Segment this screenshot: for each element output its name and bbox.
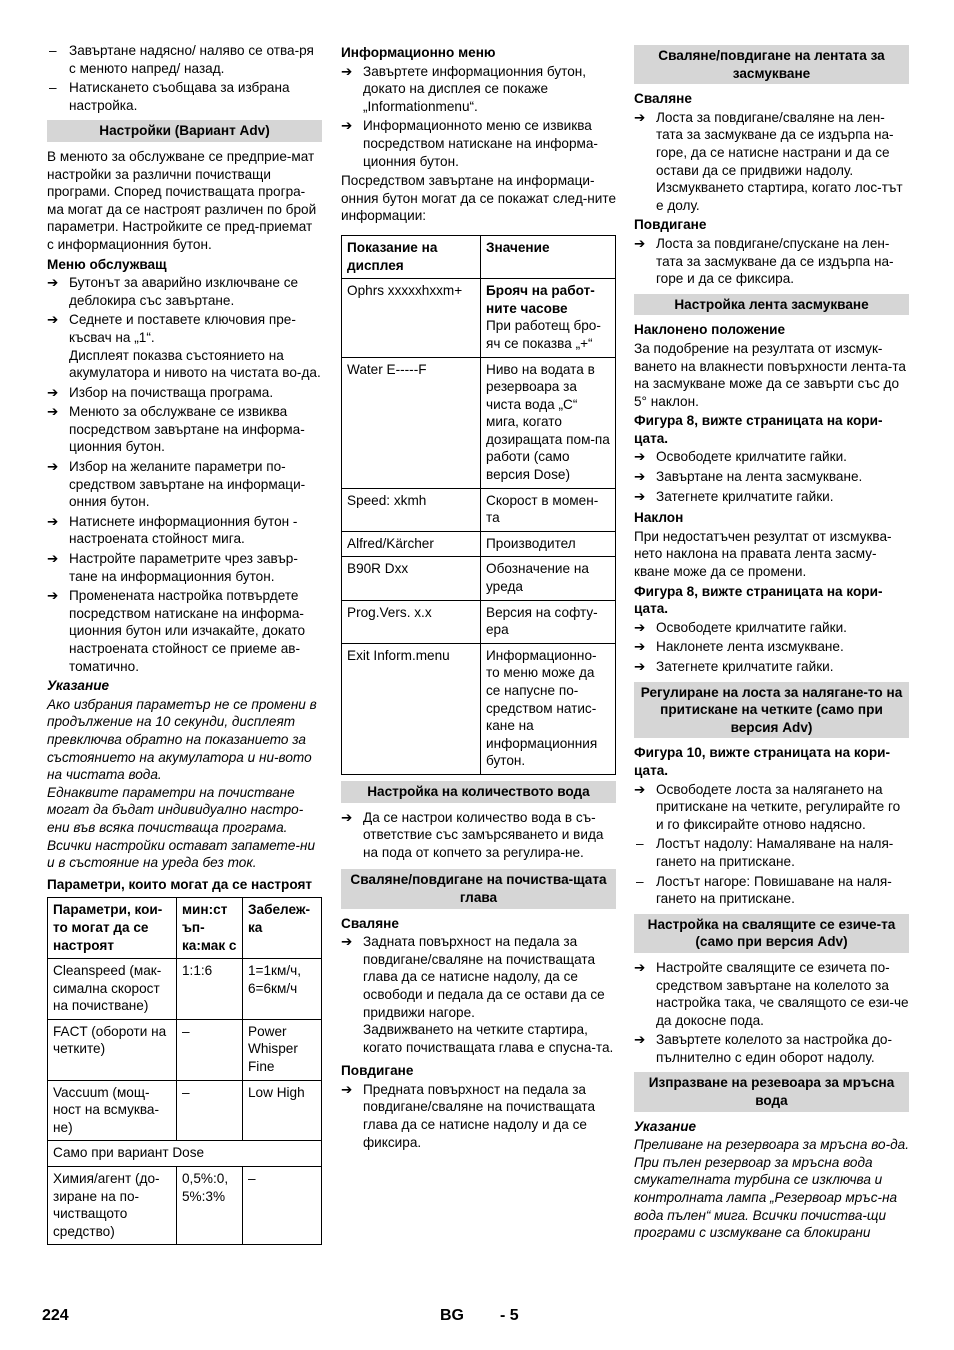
column-right xyxy=(634,42,909,1246)
subheading: Наклон xyxy=(634,510,684,526)
arrow-icon: ➔ xyxy=(47,588,59,604)
column-left xyxy=(47,42,322,1251)
sub-page-number: - 5 xyxy=(500,1307,519,1324)
note-text: Еднаквите параметри на почистване могат да бъдат индивидуално настро-ени във всяка почистваща програма. Всички настройки остават запаметe-ни и в състояние на уреда без ток. xyxy=(47,784,315,871)
list-item: ➔ Затегнете крилчатите гайки. xyxy=(634,488,834,504)
info-table xyxy=(341,235,616,775)
arrow-icon: ➔ xyxy=(341,118,353,134)
list-item: ➔ Информационното меню се извиква посредством натискане на информа-ционния бутон. xyxy=(341,118,598,169)
section-header: Сваляне/повдигане на почиства-щата глава xyxy=(341,869,616,908)
dash-bullet: – xyxy=(49,43,57,58)
list-item: ➔ Избор на желаните параметри по-средством завъртане на информаци-онния бутон. xyxy=(47,459,306,510)
note-heading: Указание xyxy=(47,678,110,694)
table-header: Значение xyxy=(481,235,616,278)
arrow-icon: ➔ xyxy=(634,1032,646,1048)
paragraph: Посредством завъртане на информаци-онния бутон могат да се покажат след-ните информации: xyxy=(341,173,617,224)
table-row xyxy=(342,600,616,643)
table-cell: Vaccuum (мощ-ност на всмуква-не) xyxy=(48,1080,177,1141)
table-header: Забележ-ка xyxy=(243,898,322,959)
figure-reference: Фигура 10, вижте страницата на кори-цата. xyxy=(634,745,891,778)
note-heading: Указание xyxy=(634,1118,697,1134)
table-cell: Производител xyxy=(481,531,616,557)
arrow-icon: ➔ xyxy=(634,488,646,504)
note-text: Ако избрания параметър не се промени в продължение на 10 секунди, дисплеят превключва обратно на показанието за състоянието на акумулатора и ни-вото на чистата вода. xyxy=(47,696,317,783)
section-header: Настройки (Вариант Adv) xyxy=(47,120,322,142)
table-cell: 1:1:6 xyxy=(177,959,243,1020)
list-item: ➔ Лоста за повдигане/спускане на лен-тата за засмукване да се издърпа на-горе и да се фиксира. xyxy=(634,235,894,287)
column-middle xyxy=(341,44,616,1153)
table-cell: Обозначение на уреда xyxy=(481,557,616,600)
table-row xyxy=(48,1080,322,1141)
table-cell: Cleanspeed (мак-симална скорост на почистване) xyxy=(48,959,177,1020)
section-header: Изпразване на резевоара за мръсна вода xyxy=(634,1072,909,1111)
arrow-icon: ➔ xyxy=(341,809,353,825)
table-cell: Alfred/Kärcher xyxy=(342,531,481,557)
arrow-icon: ➔ xyxy=(47,513,59,529)
list-item: ➔ Настройте свалящите се езичета по-средством завъртане на колелото за настройка така, че свалящото се ези-че да докосне пода. xyxy=(634,959,909,1028)
note-text: Преливане на резервоара за мръсна во-да. При пълен резервоар за мръсна вода смукателната турбина се изключва и контролната лампа „Резервоар мръс-на вода пълен“ мига. Всички почиства-щи програми с изсмукване са блокирани xyxy=(634,1137,909,1241)
list-item: – Завъртане надясно/ наляво се отва-ря с менюто напред/ назад. xyxy=(49,43,314,76)
arrow-icon: ➔ xyxy=(634,469,646,485)
subheading: Меню обслужващ xyxy=(47,256,167,272)
table-header-row xyxy=(48,898,322,959)
arrow-icon: ➔ xyxy=(341,63,353,79)
table-cell: 1=1км/ч, 6=6км/ч xyxy=(243,959,322,1020)
table-header: Показание на дисплея xyxy=(342,235,481,278)
list-item: ➔ Избор на почистваща програма. xyxy=(47,384,274,400)
subheading: Параметри, които могат да се настроят xyxy=(47,876,313,892)
table-header-row xyxy=(342,235,616,278)
list-item-continuation: Изсмукването стартира, когато лос-тът е долу. xyxy=(656,180,903,213)
table-cell: Скорост в момен-та xyxy=(481,488,616,531)
subheading: Сваляне xyxy=(341,915,399,931)
table-row xyxy=(48,1167,322,1245)
table-row xyxy=(342,643,616,774)
page-number: 224 xyxy=(42,1307,69,1324)
list-item: ➔ Предната повърхност на педала за повдигане/сваляне на почистващата глава да се натисне надолу и да се фиксира. xyxy=(341,1081,596,1150)
table-cell: Prog.Vers. x.x xyxy=(342,600,481,643)
arrow-icon: ➔ xyxy=(634,639,646,655)
list-item-continuation: Задвижването на четките стартира, когато почистващата глава е спусна-та. xyxy=(363,1022,614,1055)
list-item: ➔ Освободете крилчатите гайки. xyxy=(634,619,847,635)
paragraph: При недостатъчен резултат от изсмуква-нето наклона на правата лента засму-кване може да се промени. xyxy=(634,528,892,580)
list-item: ➔ Натиснете информационния бутон - настроената стойност мига. xyxy=(47,513,298,547)
section-header: Регулиране на лоста за налягане-то на притискане на четките (само при версия Adv) xyxy=(634,682,909,739)
table-cell: Химия/агент (до-зиране на по-чистващото средство) xyxy=(48,1167,177,1245)
paragraph: За подобрение на резултата от изсмук-ването на влакнести повърхности лента-та на засмукване може да се завърти със до 5° наклон. xyxy=(634,340,906,409)
subheading: Сваляне xyxy=(634,91,692,107)
arrow-icon: ➔ xyxy=(634,449,646,465)
dash-bullet: – xyxy=(49,80,57,96)
table-cell: Water E-----F xyxy=(342,357,481,488)
table-cell: Exit Inform.menu xyxy=(342,643,481,774)
list-item: ➔ Завъртане на лента засмукване. xyxy=(634,469,863,485)
table-header: Параметри, кои-то могат да се настроят xyxy=(48,898,177,959)
section-header: Настройка на количеството вода xyxy=(341,781,616,803)
table-cell-span: Само при вариант Dose xyxy=(48,1141,322,1167)
table-cell: B90R Dxx xyxy=(342,557,481,600)
table-row xyxy=(342,488,616,531)
table-cell: 0,5%:0, 5%:3% xyxy=(177,1167,243,1245)
figure-reference: Фигура 8, вижте страницата на кори-цата. xyxy=(634,413,883,446)
section-header: Настройка на свалящите се езиче-та (само при версия Adv) xyxy=(634,914,909,953)
list-item: ➔ Лоста за повдигане/сваляне на лен-тата за засмукване да се издърпа на-горе, да се натисне настрани и да се остави да се придвижи надолу. Изсмукването стартира, когато лос-тът е долу. xyxy=(634,109,909,215)
cell-bold-text: Брояч на работ-ните часове xyxy=(486,283,595,316)
list-item: ➔ Наклонете лента изсмукване. xyxy=(634,639,844,655)
table-row xyxy=(48,1019,322,1080)
list-item: ➔ Освободете лоста за налягането на притискане на четките, регулирайте го и го фиксирайте отново надясно. xyxy=(634,781,901,832)
arrow-icon: ➔ xyxy=(47,312,59,328)
subheading: Повдигане xyxy=(341,1063,414,1079)
table-row xyxy=(342,279,616,357)
parameters-table xyxy=(47,897,322,1245)
list-item: – Лостът нагоре: Повишаване на наля-гането на притискане. xyxy=(636,873,892,907)
table-cell: Ниво на водата в резервоара за чиста вода „C“ мига, когато дозиращата пом-па работи (само версия Dose) xyxy=(481,357,616,488)
arrow-icon: ➔ xyxy=(341,1081,353,1097)
arrow-icon: ➔ xyxy=(47,551,59,567)
table-cell: Информационно-то меню може да се напусне по-средством натис-кане на информационния бутон. xyxy=(481,643,616,774)
list-item: ➔ Променената настройка потвърдете посредством натискане на информа-ционния бутон или изчакайте, докато настроената стойност се приеме ав-томатично. xyxy=(47,588,306,674)
arrow-icon: ➔ xyxy=(47,384,59,400)
list-item: – Натискането съобщава за избрана настройка. xyxy=(49,80,290,113)
arrow-icon: ➔ xyxy=(634,235,646,251)
subheading: Наклонено положение xyxy=(634,322,786,338)
table-row xyxy=(342,557,616,600)
table-cell: Версия на софту-ера xyxy=(481,600,616,643)
section-header: Настройка лента засмукване xyxy=(634,294,909,316)
list-item-continuation: Дисплеят показва състоянието на акумулатора и нивото на чистата во-да. xyxy=(69,347,321,381)
table-cell: – xyxy=(243,1167,322,1245)
list-item: ➔ Завъртете колелото за настройка до-пълнително с един оборот надолу. xyxy=(634,1032,893,1065)
list-item: ➔ Бутонът за аварийно изключване се деблокира със завъртане. xyxy=(47,275,299,308)
table-header: мин:ст ъп-ка:мак с xyxy=(177,898,243,959)
table-cell: – xyxy=(177,1080,243,1141)
section-header: Сваляне/повдигане на лентата за засмукване xyxy=(634,45,909,84)
cell-text: При работещ бро-яч се показва „+“ xyxy=(486,318,601,351)
subheading: Повдигане xyxy=(634,217,707,233)
list-item: ➔ Задната повърхност на педала за повдигане/сваляне на почистващата глава да се натисне надолу, да се освободи и педала да се остави да се придвижи нагоре. Задвижването на четките стартира, когато почистващата глава е спусна-та. xyxy=(341,933,616,1056)
arrow-icon: ➔ xyxy=(634,109,646,125)
table-cell: FACT (обороти на четките) xyxy=(48,1019,177,1080)
arrow-icon: ➔ xyxy=(341,934,353,950)
list-item: ➔ Затегнете крилчатите гайки. xyxy=(634,659,834,674)
table-row xyxy=(342,531,616,557)
language-code: BG xyxy=(440,1307,464,1324)
table-cell: Ophrs xxxxxhxxm+ xyxy=(342,279,481,357)
table-cell xyxy=(481,279,616,357)
table-cell: Speed: xkmh xyxy=(342,488,481,531)
table-row xyxy=(342,357,616,488)
dash-bullet: – xyxy=(636,836,644,852)
arrow-icon: ➔ xyxy=(47,404,59,420)
list-item: ➔ Настройте параметрите чрез завър-тане на информационния бутон. xyxy=(47,551,298,584)
arrow-icon: ➔ xyxy=(634,659,646,674)
arrow-icon: ➔ xyxy=(47,275,59,291)
table-row xyxy=(48,959,322,1020)
list-item: – Лостът надолу: Намаляване на наля-гането на притискане. xyxy=(636,836,894,869)
table-cell: – xyxy=(177,1019,243,1080)
figure-reference: Фигура 8, вижте страницата на кори-цата. xyxy=(634,583,883,617)
list-item: ➔ Освободете крилчатите гайки. xyxy=(634,449,847,465)
list-item: ➔ Седнете и поставете ключовия пре-късвач на „1“. Дисплеят показва състоянието на акумулатора и нивото на чистата во-да. xyxy=(47,312,321,381)
dash-bullet: – xyxy=(636,873,644,889)
arrow-icon: ➔ xyxy=(634,781,646,797)
arrow-icon: ➔ xyxy=(634,959,646,975)
list-item: ➔ Завъртете информационния бутон, докато на дисплея се покаже „Informationmenu“. xyxy=(341,63,587,114)
paragraph: В менюто за обслужване се предприе-мат настройки за различни почистващи програми. Според почистващата програ-ма могат да се настроят различен по брой параметри. Настройките се пред-приемат с информационния бутон. xyxy=(47,148,317,252)
arrow-icon: ➔ xyxy=(634,619,646,635)
list-item: ➔ Менюто за обслужване се извиква посредством завъртане на информа-ционния бутон. xyxy=(47,404,305,455)
table-row xyxy=(48,1141,322,1167)
table-cell: Power Whisper Fine xyxy=(243,1019,322,1080)
subheading: Информационно меню xyxy=(341,45,496,60)
table-cell: Low High xyxy=(243,1080,322,1141)
arrow-icon: ➔ xyxy=(47,459,59,475)
list-item: ➔ Да се настрои количество вода в съ-ответствие със замърсяването и вида на пода от копчето за регулира-не. xyxy=(341,809,604,860)
